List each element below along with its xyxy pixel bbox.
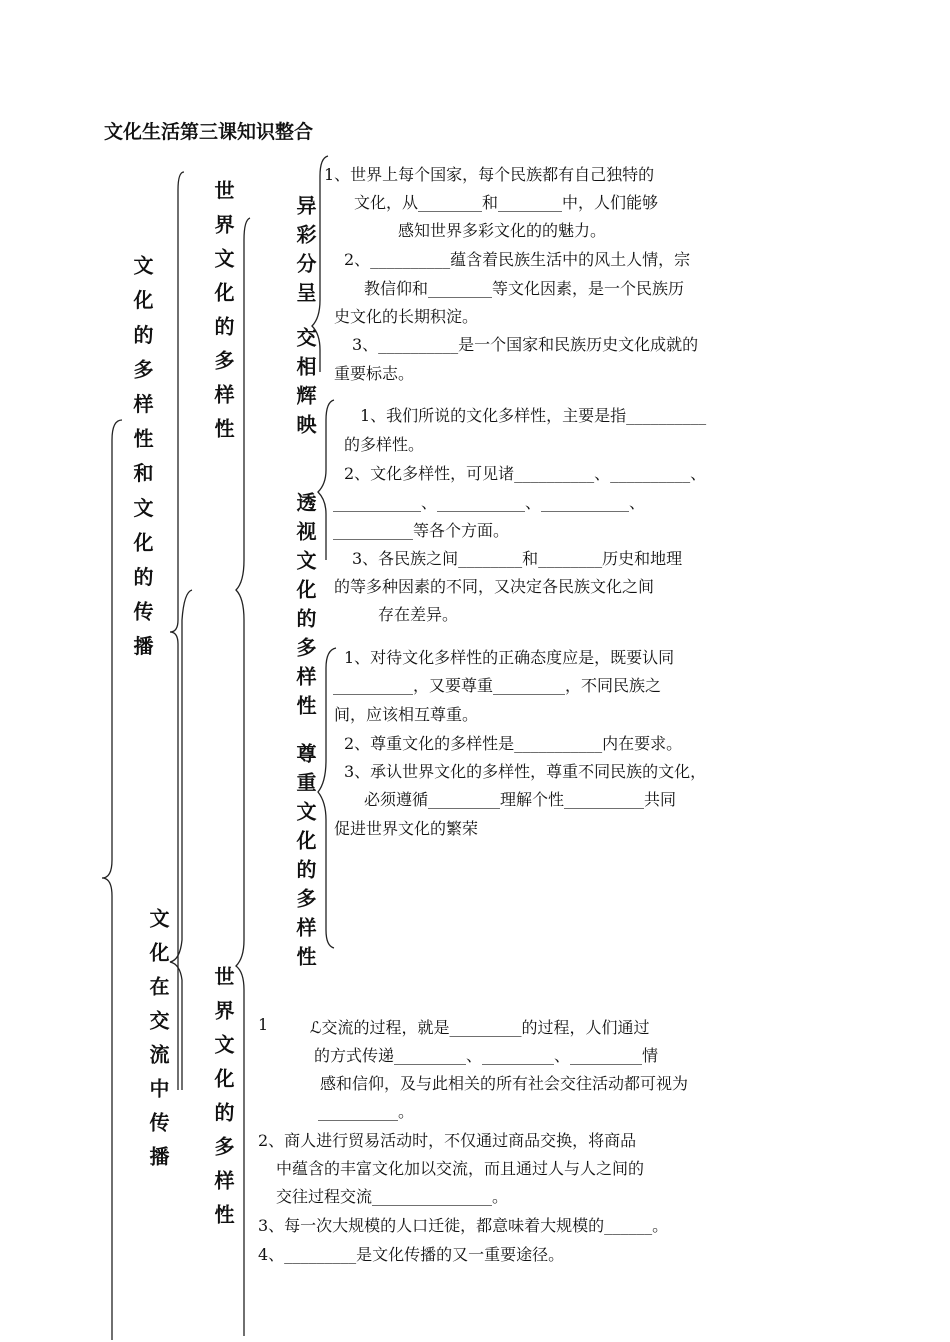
heading-perspective-text: 透视文化的多样性: [293, 492, 317, 724]
section-d-line: 交往过程交流_______________。: [276, 1187, 509, 1206]
section-a-line: 教信仰和________等文化因素，是一个民族历: [364, 279, 685, 298]
heading-main-text: 文化的多样性和文化的传播: [130, 255, 154, 671]
section-b-line: 2、文化多样性，可见诸__________、__________、: [344, 464, 707, 483]
heading-mutual-text: 交相辉映: [293, 327, 317, 443]
section-d-line: __________。: [318, 1102, 415, 1121]
section-a-line: 感知世界多彩文化的的魅力。: [398, 221, 607, 240]
heading-respect: [288, 743, 322, 975]
section-d-line: 3、每一次大规模的人口迁徙，都意味着大规模的______。: [258, 1216, 669, 1235]
section-b-line: 1、我们所说的文化多样性，主要是指__________: [360, 406, 707, 425]
section-b-line: 的等多种因素的不同，又决定各民族文化之间: [334, 577, 655, 596]
section-d-line: 4、_________是文化传播的又一重要途径。: [258, 1245, 565, 1264]
section-c-line: 1、对待文化多样性的正确态度应是，既要认同: [344, 648, 675, 667]
section-a-line: 2、__________蕴含着民族生活中的风土人情，宗: [344, 250, 691, 269]
section-c-line: __________，又要尊重_________，不同民族之: [333, 676, 662, 695]
section-c-line: 间，应该相互尊重。: [334, 705, 479, 724]
section-b-line: ___________、___________、___________、: [333, 493, 646, 512]
heading-communication-text: 文化在交流中传播: [146, 908, 170, 1180]
page-title: 文化生活第三课知识整合: [104, 121, 314, 143]
heading-world-diversity-text: 世界文化的多样性: [211, 180, 235, 452]
section-b-line: 的多样性。: [344, 435, 425, 454]
section-c-line: 促进世界文化的繁荣: [334, 819, 479, 838]
section-d-line: 1: [258, 1015, 269, 1034]
heading-perspective: [288, 492, 322, 724]
section-c-line: 3、承认世界文化的多样性，尊重不同民族的文化，: [344, 762, 707, 781]
section-a-line: 3、__________是一个国家和民族历史文化成就的: [352, 335, 699, 354]
heading-distinct: [288, 195, 322, 311]
section-d-line: 2、商人进行贸易活动时，不仅通过商品交换，将商品: [258, 1131, 637, 1150]
section-d-line: 感和信仰，及与此相关的所有社会交往活动都可视为: [320, 1074, 689, 1093]
section-d-line: 中蕴含的丰富文化加以交流，而且通过人与人之间的: [276, 1159, 645, 1178]
brace-main: [102, 420, 122, 1340]
heading-main: [125, 255, 159, 670]
section-b-line: __________等各个方面。: [333, 521, 510, 540]
heading-mutual: [288, 327, 322, 443]
section-d-line: 的方式传递_________、_________、_________情: [314, 1046, 659, 1065]
section-c-line: 2、尊重文化的多样性是___________内在要求。: [344, 734, 683, 753]
section-d-line: ℒ交流的过程，就是_________的过程，人们通过: [310, 1018, 650, 1037]
heading-respect-text: 尊重文化的多样性: [293, 743, 317, 975]
section-b-line: 3、各民族之间________和________历史和地理: [352, 549, 683, 568]
heading-world-diversity: [206, 180, 240, 452]
section-b-line: 存在差异。: [378, 605, 459, 624]
heading-world-diversity-2: [206, 966, 240, 1238]
section-a-line: 重要标志。: [334, 364, 415, 383]
section-c-line: 必须遵循_________理解个性__________共同: [364, 790, 677, 809]
heading-distinct-text: 异彩分呈: [293, 195, 317, 311]
section-a-line: 史文化的长期积淀。: [334, 307, 479, 326]
section-a-line: 1、世界上每个国家，每个民族都有自己独特的: [324, 165, 655, 184]
heading-communication: [141, 908, 175, 1180]
section-a-line: 文化，从________和________中，人们能够: [354, 193, 659, 212]
heading-world-diversity-2-text: 世界文化的多样性: [211, 966, 235, 1238]
